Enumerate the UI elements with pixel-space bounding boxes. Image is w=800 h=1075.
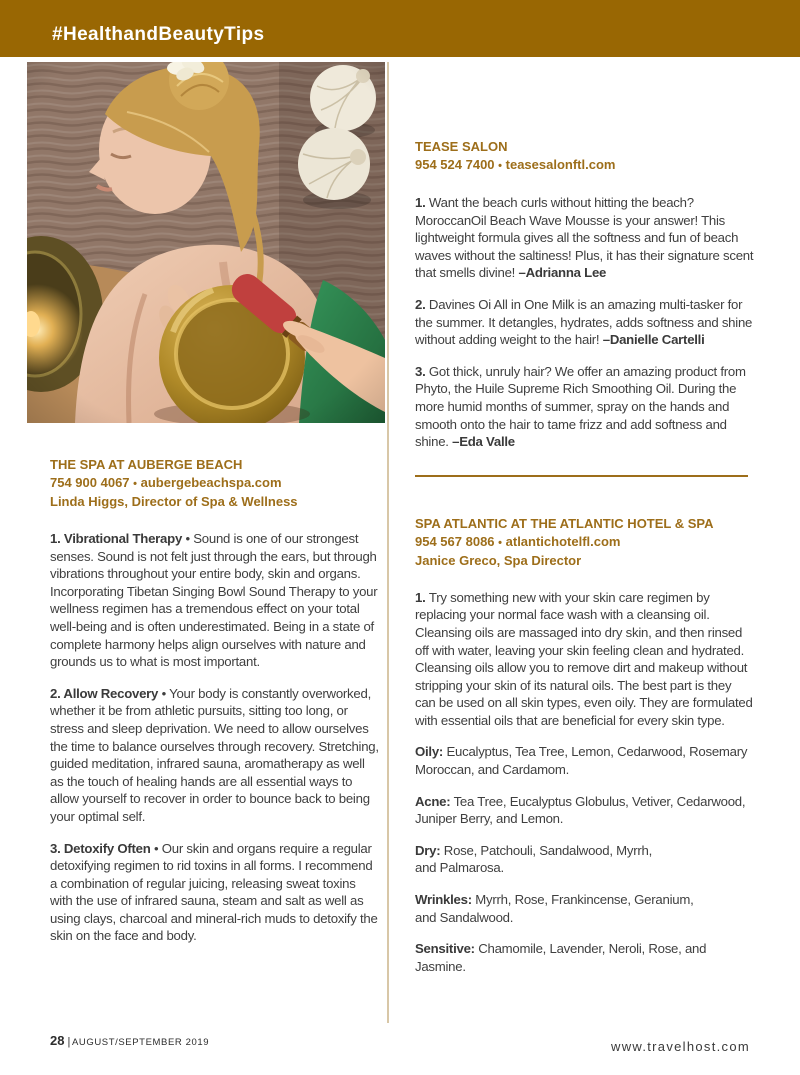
spa-photo-illustration bbox=[27, 62, 385, 423]
footer-website: www.travelhost.com bbox=[611, 1039, 750, 1054]
business-info-auberge bbox=[50, 456, 380, 511]
oil-line2: Moroccan, and Cardamom. bbox=[415, 762, 570, 778]
tip-author: –Danielle Cartelli bbox=[602, 332, 705, 348]
oil-line1: Myrrh, Rose, Frankincense, Geranium, bbox=[471, 892, 694, 908]
business-name: TEASE SALON bbox=[415, 139, 508, 154]
tip-text: • Sound is one of our strongest senses. Sound is not felt just through the ears, but through vibrations throughout your entire body, skin and organs. Incorporating Tibetan Singing Bowl Sound Therapy to your wellness regimen has a tremendous effect on your total well-being and is often underestimated. Being in a state of complete harmony helps align ourselves with nature and grounds us to what is most important. bbox=[50, 531, 378, 670]
business-contact-line bbox=[415, 533, 755, 552]
tip-author: –Eda Valle bbox=[452, 434, 515, 450]
tip-paragraph bbox=[415, 296, 755, 349]
oil-line2: and Sandalwood. bbox=[415, 909, 514, 925]
left-column bbox=[50, 456, 380, 959]
bullet-separator: • bbox=[498, 160, 503, 172]
oil-line1: Rose, Patchouli, Sandalwood, Myrrh, bbox=[440, 842, 653, 858]
tip-text: Want the beach curls without hitting the beach? MoroccanOil Beach Wave Mousse is your answer! This lightweight formula gives all the softness and fun of beach waves without the saltiness! Plus, it has their signature scent that smells divine! bbox=[415, 195, 754, 281]
tip-paragraph bbox=[50, 685, 380, 826]
business-phone: 954 524 7400 bbox=[415, 157, 495, 172]
oil-line2: Juniper Berry, and Lemon. bbox=[415, 811, 564, 827]
business-contact-line bbox=[50, 474, 380, 493]
bullet-separator: • bbox=[133, 478, 138, 490]
footer-folio bbox=[50, 1033, 209, 1048]
oil-line1: Tea Tree, Eucalyptus Globulus, Vetiver, Cedarwood, bbox=[450, 793, 746, 809]
tip-author: –Adrianna Lee bbox=[518, 265, 607, 281]
oil-line1: Chamomile, Lavender, Neroli, Rose, and Jasmine. bbox=[415, 941, 707, 974]
business-website: teasesalonftl.com bbox=[505, 157, 616, 172]
business-contact-person: Janice Greco, Spa Director bbox=[415, 552, 582, 568]
oil-label: Dry: bbox=[415, 842, 441, 858]
spa-photo bbox=[27, 62, 385, 423]
business-website: aubergebeachspa.com bbox=[140, 475, 282, 490]
section-divider bbox=[415, 475, 748, 477]
oil-list-sensitive bbox=[415, 940, 755, 975]
column-rule bbox=[387, 62, 389, 1023]
tip-text: Davines Oi All in One Milk is an amazing multi-tasker for the summer. It detangles, hydrates, adds softness and shine without adding weight to the hair! bbox=[415, 296, 753, 348]
tip-lead: 3. Detoxify Often bbox=[50, 840, 154, 856]
oil-list-dry bbox=[415, 842, 755, 877]
bullet-separator: • bbox=[498, 536, 503, 549]
oil-label: Acne: bbox=[415, 793, 451, 809]
oil-line2: and Palmarosa. bbox=[415, 860, 504, 876]
business-info-atlantic bbox=[415, 515, 755, 570]
business-phone: 954 567 8086 bbox=[415, 533, 495, 549]
tip-paragraph bbox=[415, 589, 755, 730]
tip-text: Got thick, unruly hair? We offer an amazing product from Phyto, the Huile Supreme Rich Smoothing Oil. During the more humid months of summer, spray on the hands and smooth onto the hair to tame frizz and add softness and shine. bbox=[415, 363, 746, 450]
tip-text: • Your body is constantly overworked, whether it be from athletic pursuits, sitting too long, or stress and sleep deprivation. We need to allow ourselves the time to balance ourselves through recovery. Stretching, guided meditation, infrared sauna, aromatherapy as well as the touch of healing hands are all essential ways to allow yourself to recover in order to bounce back to being your optimal self. bbox=[50, 685, 379, 824]
footer-divider: | bbox=[67, 1036, 71, 1048]
business-phone: 754 900 4067 bbox=[50, 475, 130, 490]
oil-label: Wrinkles: bbox=[415, 892, 472, 908]
header-hashtag: #HealthandBeautyTips bbox=[52, 24, 265, 45]
tip-paragraph bbox=[415, 363, 755, 451]
tip-number: 1. bbox=[415, 195, 429, 210]
tip-lead: 1. Vibrational Therapy bbox=[50, 531, 186, 546]
business-contact-line bbox=[415, 156, 755, 175]
tip-number: 1. bbox=[415, 589, 429, 605]
oil-list-wrinkles bbox=[415, 891, 755, 926]
oil-label: Sensitive: bbox=[415, 941, 475, 957]
oil-list-oily bbox=[415, 743, 755, 778]
issue-date: AUGUST/SEPTEMBER 2019 bbox=[71, 1037, 210, 1048]
tip-paragraph bbox=[415, 194, 755, 282]
tip-number: 3. bbox=[415, 363, 429, 379]
page-number: 28 bbox=[50, 1033, 65, 1048]
vignette bbox=[27, 62, 385, 423]
tip-paragraph bbox=[50, 530, 380, 671]
business-name: THE SPA AT AUBERGE BEACH bbox=[50, 457, 243, 472]
right-column bbox=[415, 138, 755, 989]
oil-list-acne bbox=[415, 793, 755, 828]
business-name: SPA ATLANTIC AT THE ATLANTIC HOTEL & SPA bbox=[415, 515, 714, 531]
tip-paragraph bbox=[50, 840, 380, 946]
tip-text: Try something new with your skin care regimen by replacing your normal face wash with a cleansing oil. Cleansing oils are massaged into dry skin, and then rinsed off with water, leaving your skin feeling clean and hydrated. Cleansing oils allow you to remove dirt and makeup without stripping your skin of its natural oils. The best part is they can be used on all skin types, even oily. They are formulated with essential oils that are beneficial for every skin type. bbox=[415, 589, 753, 728]
business-info-tease bbox=[415, 138, 755, 175]
tip-lead: 2. Allow Recovery bbox=[50, 685, 162, 701]
tip-number: 2. bbox=[415, 296, 429, 312]
business-website: atlantichotelfl.com bbox=[505, 533, 621, 549]
business-contact-person: Linda Higgs, Director of Spa & Wellness bbox=[50, 494, 298, 509]
oil-label: Oily: bbox=[415, 744, 444, 760]
tip-text: • Our skin and organs require a regular detoxifying regimen to rid toxins in all forms. I recommend a combination of regular juicing, releasing sweat toxins with the use of infrared sauna, steam and salt as well as using clays, charcoal and mineral-rich muds to detoxify the skin on the face and body. bbox=[50, 840, 378, 944]
oil-line1: Eucalyptus, Tea Tree, Lemon, Cedarwood, Rosemary bbox=[443, 744, 748, 760]
header-bar bbox=[0, 0, 800, 57]
